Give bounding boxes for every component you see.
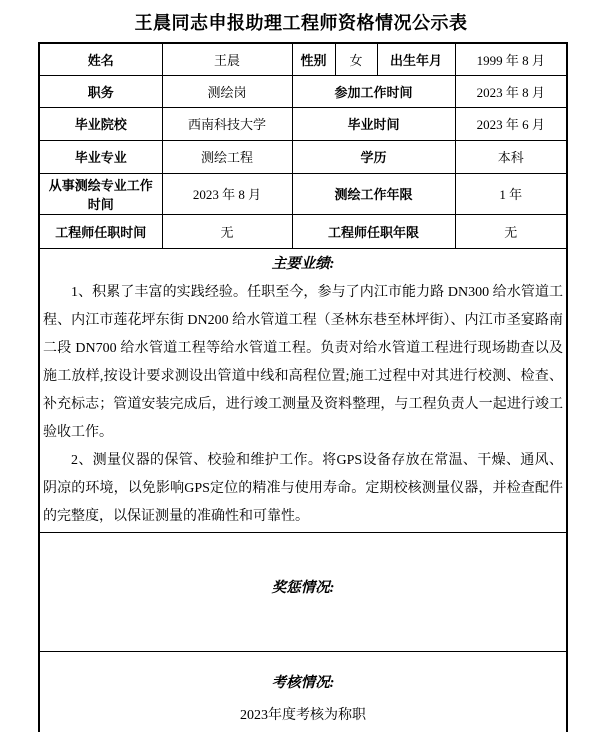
table-row-rewards	[39, 532, 567, 651]
survey-start-value: 2023 年 8 月	[162, 173, 292, 214]
education-value: 本科	[455, 140, 567, 173]
achievements-label: 主要业绩:	[271, 255, 335, 272]
birth-value: 1999 年 8 月	[455, 43, 567, 75]
assessment-section	[39, 651, 567, 732]
engineer-years-value: 无	[455, 214, 567, 248]
engineer-time-label: 工程师任职时间	[39, 214, 162, 248]
work-start-label: 参加工作时间	[292, 75, 455, 107]
work-start-value: 2023 年 8 月	[455, 75, 567, 107]
achievements-section	[39, 248, 567, 532]
table-row-school-graduation	[39, 107, 567, 140]
position-value: 测绘岗	[162, 75, 292, 107]
position-label: 职务	[39, 75, 162, 107]
table-row-survey-work	[39, 173, 567, 214]
birth-label: 出生年月	[377, 43, 455, 75]
survey-start-label: 从事测绘专业工作时间	[39, 173, 162, 214]
achievements-paragraph-2: 2、测量仪器的保管、校验和维护工作。将GPS设备存放在常温、干燥、通风、阴凉的环境，以免影响GPS定位的精准与使用寿命。定期校核测量仪器，并检查配件的完整度，以保证测量的准确性和可靠性。	[43, 452, 563, 524]
table-row-achievements	[39, 248, 567, 532]
table-row-position-workstart	[39, 75, 567, 107]
major-value: 测绘工程	[162, 140, 292, 173]
rewards-section	[39, 532, 567, 651]
name-label: 姓名	[39, 43, 162, 75]
qualification-form-table	[38, 42, 568, 732]
engineer-time-value: 无	[162, 214, 292, 248]
survey-years-label: 测绘工作年限	[292, 173, 455, 214]
engineer-years-label: 工程师任职年限	[292, 214, 455, 248]
table-row-name-gender-birth	[39, 43, 567, 75]
education-label: 学历	[292, 140, 455, 173]
major-label: 毕业专业	[39, 140, 162, 173]
rewards-label: 奖惩情况:	[271, 580, 335, 596]
survey-years-value: 1 年	[455, 173, 567, 214]
table-row-major-education	[39, 140, 567, 173]
name-value: 王晨	[162, 43, 292, 75]
table-row-assessment	[39, 651, 567, 732]
page-title: 王晨同志申报助理工程师资格情况公示表	[134, 13, 468, 33]
school-value: 西南科技大学	[162, 107, 292, 140]
achievements-paragraph-1: 1、积累了丰富的实践经验。任职至今，参与了内江市能力路 DN300 给水管道工程、内江市莲花坪东街 DN200 给水管道工程（圣林东巷至林坪街）、内江市圣宴路南二段 DN700 给水管道工程等给水管道工程。负责对给水管道工程进行现场勘查以及施工放样,按设计要求测设出管道中线和高程位置;施工过程中对其进行校测、检查、补充标志；管道安装完成后，进行竣工测量及资料整理，与工程负责人一起进行竣工验收工作。	[43, 284, 563, 440]
gender-label: 性别	[292, 43, 335, 75]
graduate-time-value: 2023 年 6 月	[455, 107, 567, 140]
school-label: 毕业院校	[39, 107, 162, 140]
graduate-time-label: 毕业时间	[292, 107, 455, 140]
assessment-label: 考核情况:	[271, 674, 335, 691]
table-row-engineer-tenure	[39, 214, 567, 248]
gender-value: 女	[335, 43, 377, 75]
assessment-content: 2023年度考核为称职	[240, 707, 366, 723]
